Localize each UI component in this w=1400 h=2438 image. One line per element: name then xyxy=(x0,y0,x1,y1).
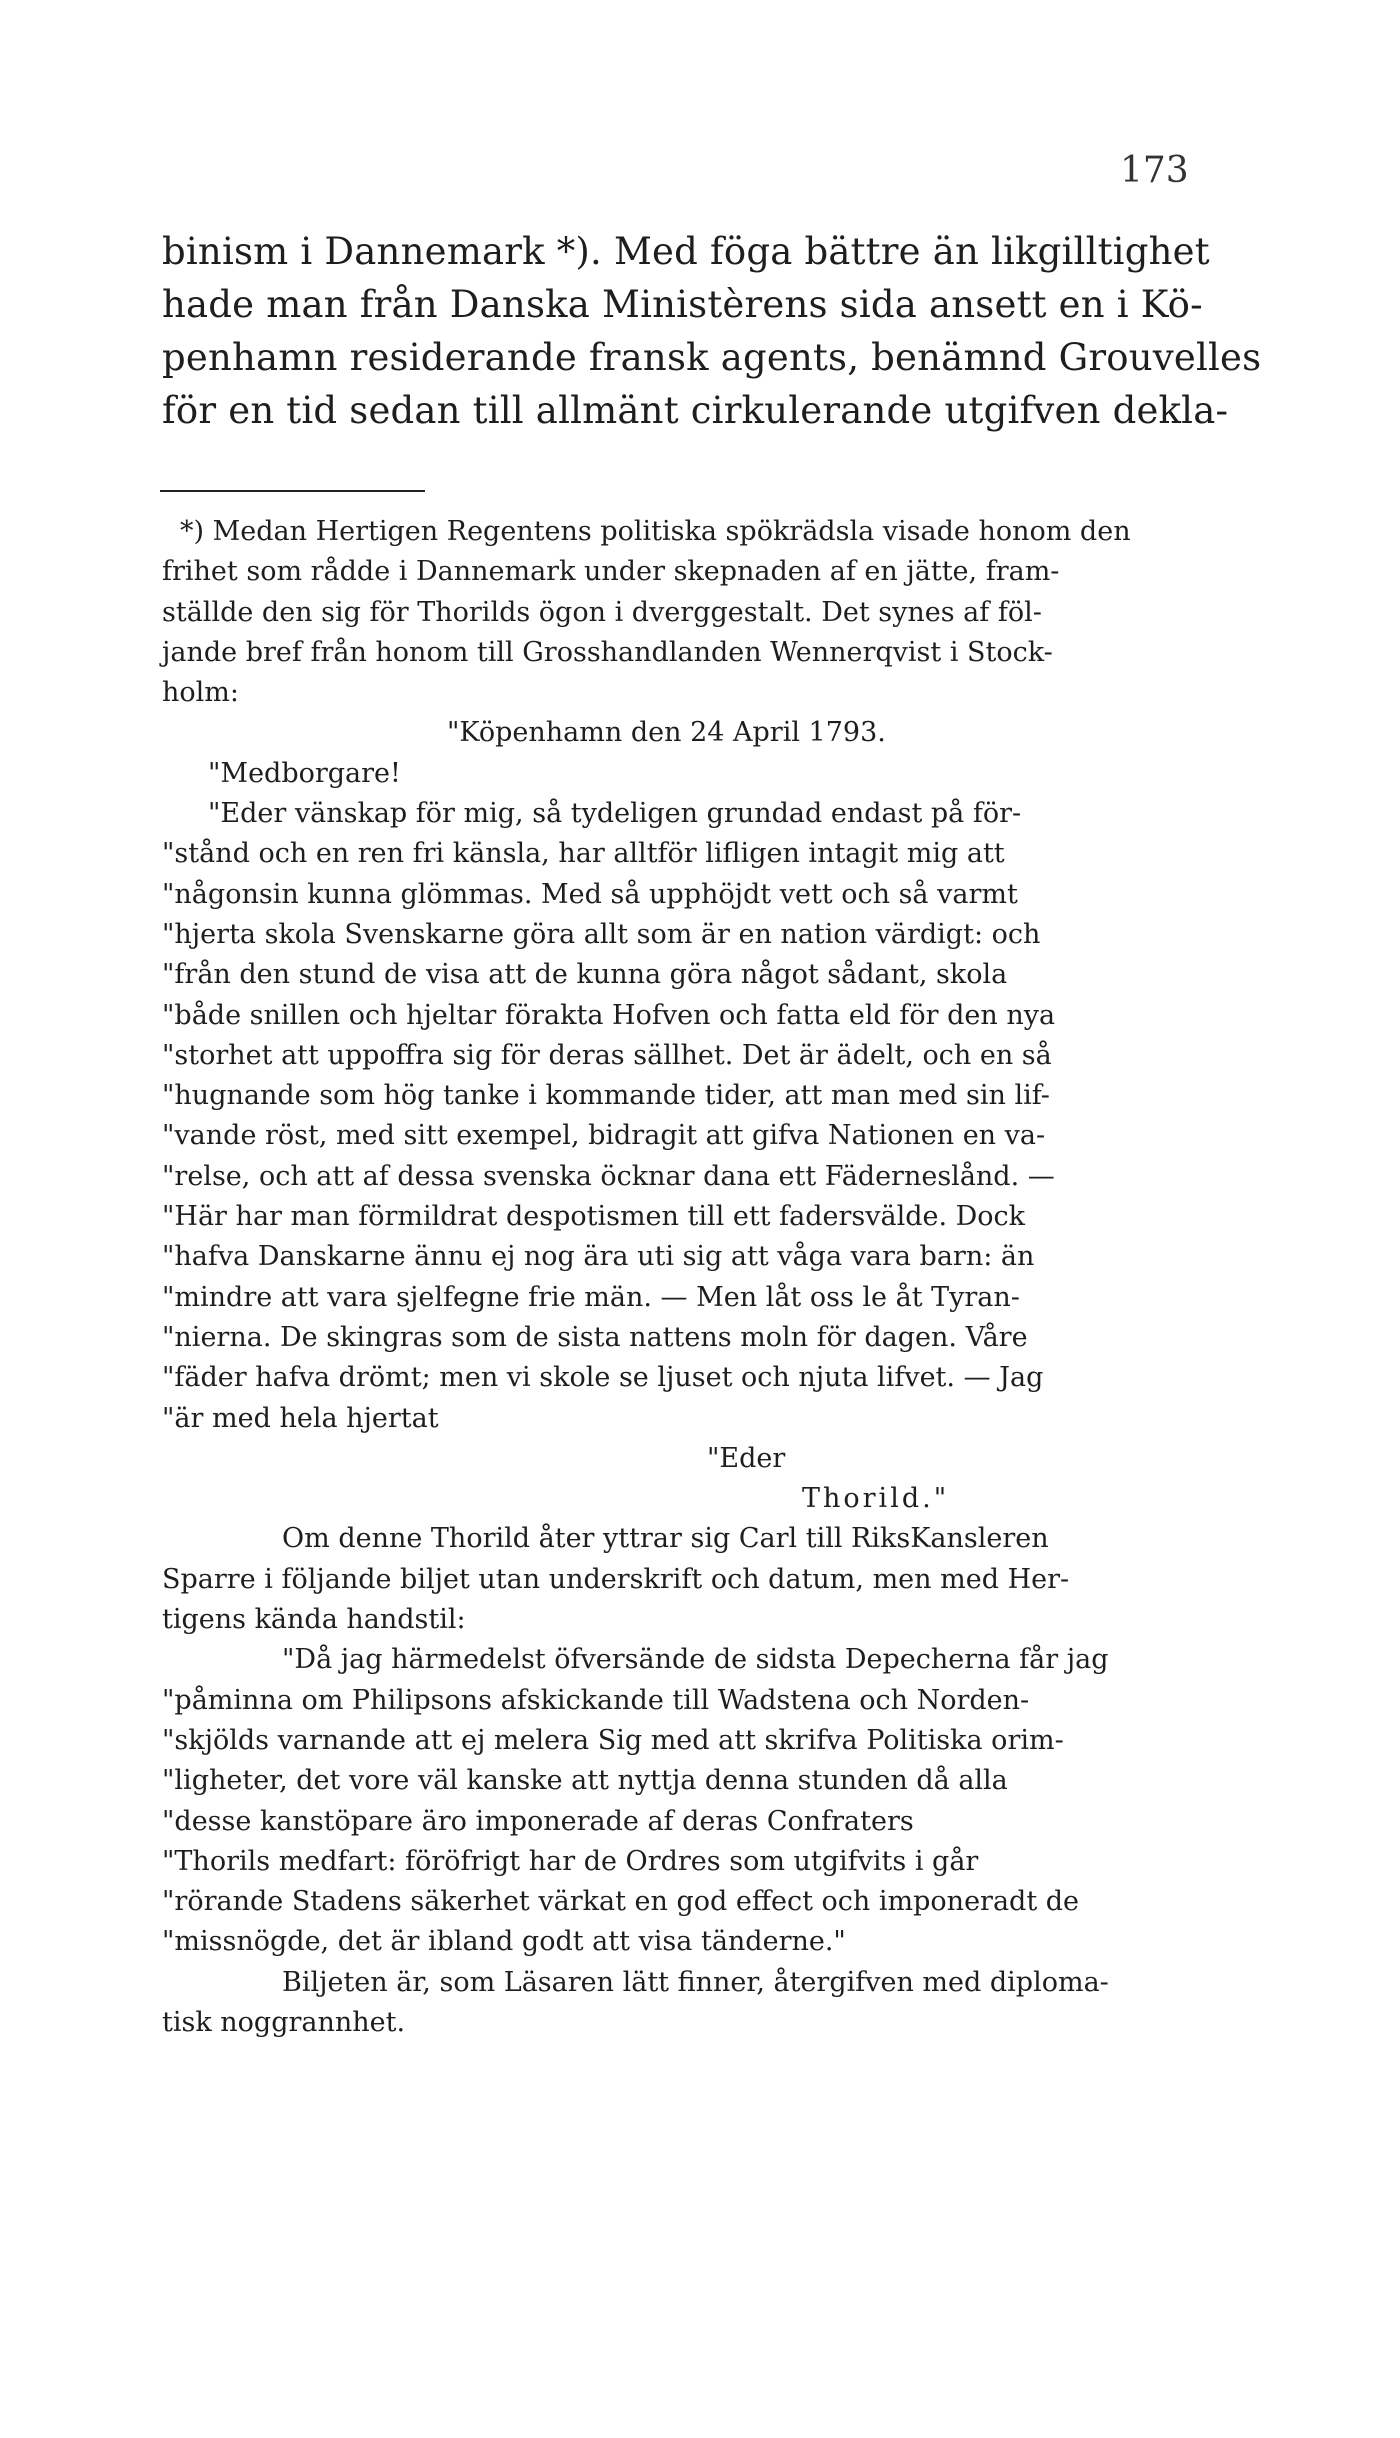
footnote-line: holm: xyxy=(162,677,239,709)
letter-line: "relse, och att af dessa svenska öcknar dana ett Fäderneslånd. — xyxy=(162,1160,1055,1192)
letter-line: "Här har man förmildrat despotismen till ett fadersvälde. Dock xyxy=(162,1201,1026,1233)
letter-line: "mindre att vara sjelfegne frie män. — Men låt oss le åt Tyran- xyxy=(162,1281,1020,1313)
letter-line: "någonsin kunna glömmas. Med så upphöjdt vett och så varmt xyxy=(162,878,1018,910)
footnote-line: jande bref från honom till Grosshandlanden Wennerqvist i Stock- xyxy=(162,636,1053,668)
paragraph-line: Sparre i följande biljet utan underskrift och datum, men med Her- xyxy=(162,1563,1070,1595)
quote-line: "rörande Stadens säkerhet värkat en god effect och imponeradt de xyxy=(162,1886,1080,1918)
footnote xyxy=(162,512,1172,2043)
quote-line: "skjölds varnande att ej melera Sig med att skrifva Politiska orim- xyxy=(162,1724,1064,1756)
letter-closing: "Eder xyxy=(707,1442,786,1474)
letter-dateline: "Köpenhamn den 24 April 1793. xyxy=(447,717,886,749)
letter-line: "fäder hafva drömt; men vi skole se ljuset och njuta lifvet. — Jag xyxy=(162,1362,1044,1394)
footnote-line: ställde den sig för Thorilds ögon i dverggestalt. Det synes af föl- xyxy=(162,596,1042,628)
letter-line: "stånd och en ren fri känsla, har alltför lifligen intagit mig att xyxy=(162,838,1005,870)
quote-line: "Då jag härmedelst öfversände de sidsta Depecherna får jag xyxy=(282,1644,1109,1676)
closing-paragraph-line: tisk noggrannhet. xyxy=(162,2006,406,2038)
main-line: binism i Dannemark *). Med föga bättre än likgilltighet xyxy=(162,230,1210,273)
letter-line: "är med hela hjertat xyxy=(162,1402,439,1434)
quote-line: "ligheter, det vore väl kanske att nyttja denna stunden då alla xyxy=(162,1765,1008,1797)
letter-line: "Eder vänskap för mig, så tydeligen grundad endast på för- xyxy=(208,798,1022,830)
main-line: penhamn residerande fransk agents, benämnd Grouvelles xyxy=(162,336,1262,379)
letter-salutation: "Medborgare! xyxy=(208,757,401,789)
main-line: för en tid sedan till allmänt cirkulerande utgifven dekla- xyxy=(162,389,1229,432)
quote-line: "Thorils medfart: föröfrigt har de Ordres som utgifvits i går xyxy=(162,1845,979,1877)
closing-paragraph-line: Biljeten är, som Läsaren lätt finner, återgifven med diploma- xyxy=(282,1966,1109,1998)
quote-line: "missnögde, det är ibland godt att visa tänderne." xyxy=(162,1926,846,1958)
letter-line: "både snillen och hjeltar förakta Hofven och fatta eld för den nya xyxy=(162,999,1056,1031)
main-line: hade man från Danska Ministèrens sida ansett en i Kö- xyxy=(162,283,1203,326)
paragraph-line: Om denne Thorild åter yttrar sig Carl till RiksKansleren xyxy=(282,1523,1049,1555)
footnote-line: frihet som rådde i Dannemark under skepnaden af en jätte, fram- xyxy=(162,556,1060,588)
quote-line: "påminna om Philipsons afskickande till Wadstena och Norden- xyxy=(162,1684,1030,1716)
letter-line: "hjerta skola Svenskarne göra allt som är en nation värdigt: och xyxy=(162,918,1041,950)
quote-line: "desse kanstöpare äro imponerade af deras Confraters xyxy=(162,1805,914,1837)
letter-line: "nierna. De skingras som de sista nattens moln för dagen. Våre xyxy=(162,1321,1028,1353)
letter-signature: Thorild." xyxy=(802,1483,950,1515)
paragraph-line: tigens kända handstil: xyxy=(162,1604,466,1636)
main-text xyxy=(162,225,1262,437)
letter-line: "från den stund de visa att de kunna göra något sådant, skola xyxy=(162,959,1008,991)
letter-line: "vande röst, med sitt exempel, bidragit att gifva Nationen en va- xyxy=(162,1120,1046,1152)
letter-line: "storhet att uppoffra sig för deras sällhet. Det är ädelt, och en så xyxy=(162,1039,1052,1071)
letter-line: "hugnande som hög tanke i kommande tider, att man med sin lif- xyxy=(162,1080,1050,1112)
footnote-line: *) Medan Hertigen Regentens politiska spökrädsla visade honom den xyxy=(180,516,1131,547)
page-number: 173 xyxy=(1120,150,1189,191)
letter-line: "hafva Danskarne ännu ej nog ära uti sig att våga vara barn: än xyxy=(162,1241,1035,1273)
footnote-divider xyxy=(160,490,425,492)
